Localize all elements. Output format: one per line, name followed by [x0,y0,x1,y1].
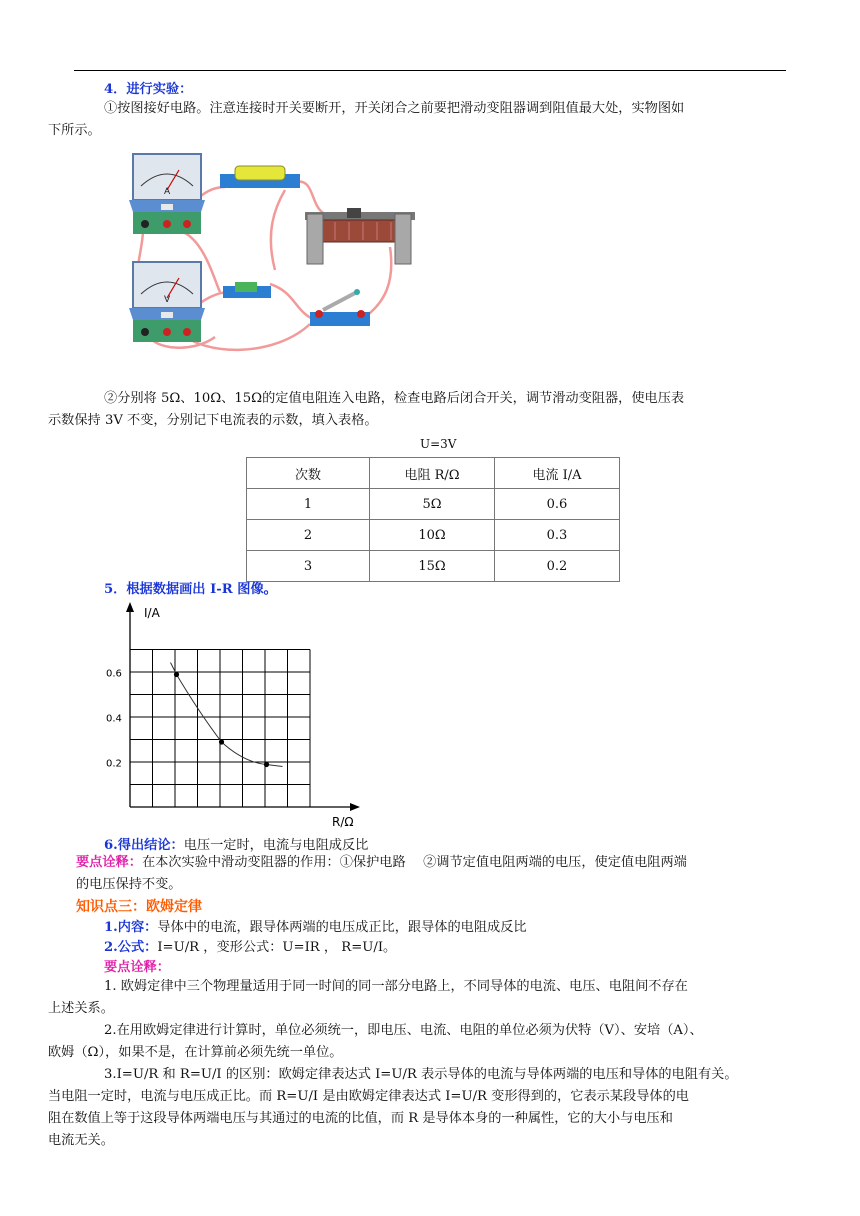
y-tick-label: 0.4 [106,713,122,725]
data-point [174,672,179,677]
header-cell: 电阻 R/Ω [370,458,495,489]
switch [310,289,370,326]
step2-line1: ②分别将 5Ω、10Ω、15Ω的定值电阻连入电路，检查电路后闭合开关，调节滑动变阻器，使电压表 [104,391,685,406]
fixed-resistor [220,166,300,188]
ir-chart [98,600,368,830]
table-cell: 15Ω [370,551,495,582]
note1-line2: 的电压保持不变。 [76,877,182,892]
conclusion-label: 6.得出结论： [104,838,184,853]
kp3-content-label: 1.内容： [104,920,158,935]
header-rule [74,70,786,71]
table-cell: 1 [247,489,370,520]
y-tick-label: 0.6 [106,668,122,680]
data-points [174,672,269,767]
kp3-p3-line4: 电流无关。 [48,1133,114,1148]
table-row [247,520,620,551]
conclusion [104,834,368,853]
note1-label: 要点诠释： [76,855,142,870]
kp3-p3-line2: 当电阻一定时，电流与电压成正比。而 R=U/I 是由欧姆定律表达式 I=U/R 变形得到的，它表示某段导体的电 [48,1089,689,1104]
table-cell: 0.6 [495,489,620,520]
voltmeter-symbol: V [164,295,171,305]
kp3-note-label: 要点诠释： [104,960,170,975]
header-cell: 电流 I/A [495,458,620,489]
ammeter [129,154,205,234]
kp3-p3-line1: 3.I=U/R 和 R=U/I 的区别：欧姆定律表达式 I=U/R 表示导体的电流与导体两端的电压和导体的电阻有关。 [104,1067,738,1082]
kp3-p1-line1: 1. 欧姆定律中三个物理量适用于同一时间的同一部分电路上，不同导体的电流、电压、电阻间不存在 [104,979,688,994]
x-axis [130,803,360,811]
kp3-p2 [48,1020,788,1064]
kp3-formula-label: 2.公式： [104,940,158,955]
kp3-p1-line2: 上述关系。 [48,1001,114,1016]
x-axis-label: R/Ω [332,815,354,829]
step2-paragraph [48,388,788,432]
table-caption: U=3V [420,437,457,451]
note1-paragraph [76,852,788,896]
table-row [247,489,620,520]
kp3-formula [104,936,396,955]
table-cell: 10Ω [370,520,495,551]
chart-grid [130,650,310,808]
ammeter-symbol: A [164,187,171,197]
y-axis-arrow-icon [126,602,134,612]
table-cell: 0.3 [495,520,620,551]
y-axis-label: I/A [144,606,160,620]
step1-line1: ①按图接好电路。注意连接时开关要断开，开关闭合之前要把滑动变阻器调到阻值最大处，实物图如 [104,101,685,116]
y-axis [126,602,134,807]
kp3-content-text: 导体中的电流，跟导体两端的电压成正比，跟导体的电阻成反比 [157,920,527,935]
step1-paragraph [48,98,788,142]
kp3-p2-line2: 欧姆（Ω），如果不是，在计算前必须先统一单位。 [48,1045,343,1060]
table-row [247,551,620,582]
small-resistor [223,282,271,298]
kp3-p3-line3: 阻在数值上等于这段导体两端电压与其通过的电流的比值，而 R 是导体本身的一种属性，它的大小与电压和 [48,1111,673,1126]
kp3-content [104,916,527,935]
table-cell: 2 [247,520,370,551]
step1-line2: 下所示。 [48,123,101,138]
section5-heading: 5．根据数据画出 I-R 图像。 [104,582,277,597]
table-cell: 0.2 [495,551,620,582]
kp3-p2-line1: 2.在用欧姆定律进行计算时，单位必须统一，即电压、电流、电阻的单位必须为伏特（V）、安培（A）、 [104,1023,703,1038]
x-axis-arrow-icon [350,803,360,811]
header-cell: 次数 [247,458,370,489]
kp3-p3 [48,1064,788,1152]
conclusion-text: 电压一定时，电流与电阻成反比 [183,838,369,853]
table-cell: 5Ω [370,489,495,520]
kp3-formula-text: I=U/R ，变形公式：U=IR ， R=U/I。 [157,940,397,955]
data-point [264,762,269,767]
section4-heading: 4．进行实验： [104,82,193,97]
step2-line2: 示数保持 3V 不变，分别记下电流表的示数，填入表格。 [48,413,378,428]
rheostat [305,208,415,264]
note1-line1: 在本次实验中滑动变阻器的作用：①保护电路 ②调节定值电阻两端的电压，使定值电阻两端 [141,855,687,870]
kp3-title: 知识点三：欧姆定律 [76,899,202,915]
voltmeter [129,262,205,342]
table-header-row [247,458,620,489]
y-tick-label: 0.2 [106,758,122,770]
data-point [219,739,224,744]
table-cell: 3 [247,551,370,582]
kp3-p1 [48,976,788,1020]
series-curve [171,663,283,767]
circuit-illustration [125,152,425,362]
data-table [246,457,620,582]
